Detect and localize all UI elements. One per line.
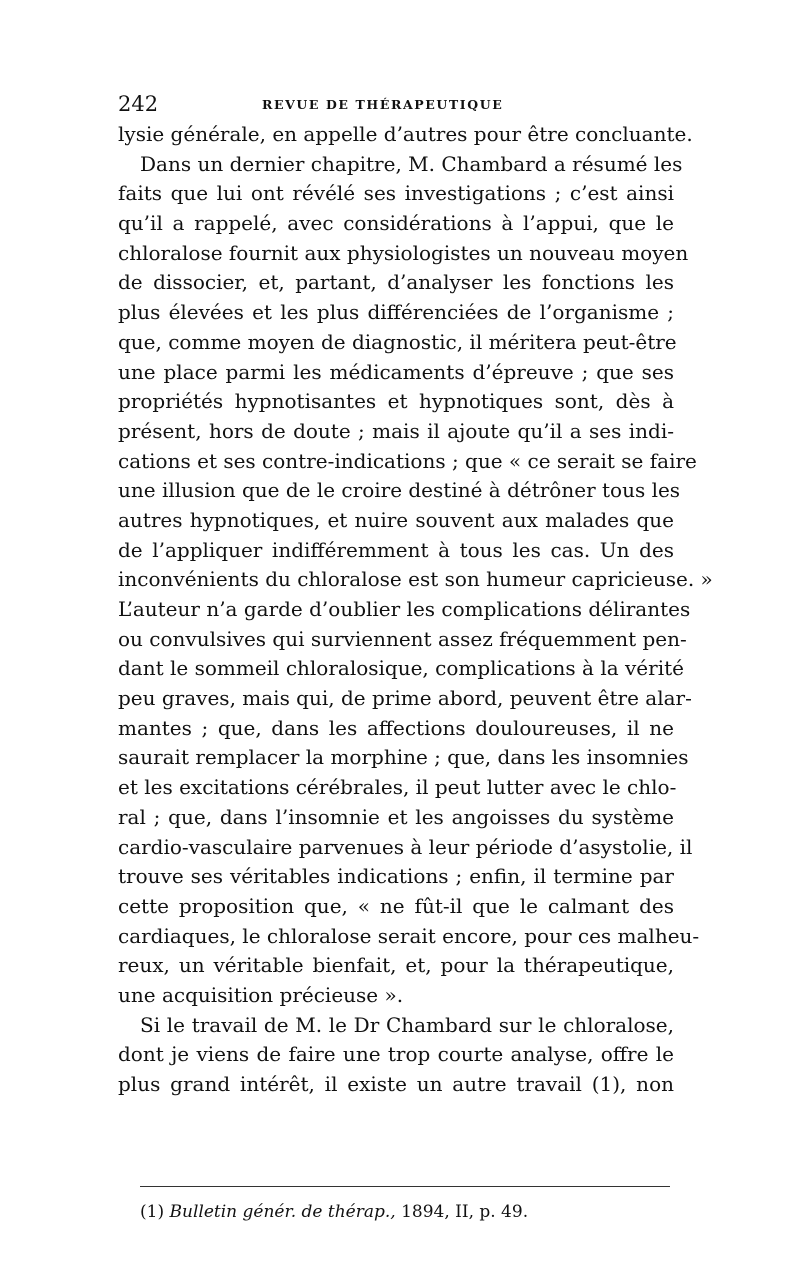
text-line: trouve ses véritables indications ; enfin, il termine par (118, 864, 674, 889)
text-line: cardiaques, le chloralose serait encore, pour ces malheu- (118, 923, 700, 948)
text-line: dont je viens de faire une trop courte analyse, offre le (118, 1042, 674, 1067)
text-line: une acquisition précieuse ». (118, 982, 404, 1007)
text-line: cations et ses contre-indications ; que « ce serait se faire (118, 448, 697, 473)
book-page (118, 92, 713, 1222)
text-line: présent, hors de doute ; mais il ajoute qu’il a ses indi- (118, 418, 674, 443)
text-line: peu graves, mais qui, de prime abord, peuvent être alar- (118, 686, 692, 711)
text-line: plus grand intérêt, il existe un autre travail (1), non (118, 1072, 674, 1096)
text-line: une illusion que de le croire destiné à détrôner tous les (118, 478, 681, 503)
text-line: ou convulsives qui surviennent assez fréquemment pen- (118, 626, 687, 651)
text-line: ral ; que, dans l’insomnie et les angoisses du système (118, 804, 674, 829)
footnote-rule (140, 1186, 670, 1187)
text-line: autres hypnotiques, et nuire souvent aux malades que (118, 507, 674, 532)
page-header (118, 92, 674, 122)
text-line: chloralose fournit aux physiologistes un nouveau moyen (118, 240, 689, 265)
page-number: 242 (118, 92, 159, 116)
running-head: REVUE DE THÉRAPEUTIQUE (262, 97, 504, 112)
body-text (118, 120, 713, 1100)
text-line: L’auteur n’a garde d’oublier les complications délirantes (118, 597, 691, 621)
text-line: une place parmi les médicaments d’épreuve ; que ses (118, 359, 674, 384)
text-line: qu’il a rappelé, avec considérations à l’appui, que le (118, 211, 674, 236)
text-line: saurait remplacer la morphine ; que, dans les insomnies (118, 745, 689, 770)
text-line: que, comme moyen de diagnostic, il méritera peut-être (118, 329, 677, 354)
text-line: reux, un véritable bienfait, et, pour la thérapeutique, (118, 953, 674, 978)
text-line: cette proposition que, « ne fût-il que le calmant des (118, 893, 674, 918)
footnote (140, 1202, 528, 1222)
text-line: cardio-vasculaire parvenues à leur période d’asystolie, il (118, 834, 693, 859)
text-line: propriétés hypnotisantes et hypnotiques sont, dès à (118, 389, 674, 414)
text-line: de l’appliquer indifféremment à tous les cas. Un des (118, 537, 674, 562)
text-line: mantes ; que, dans les affections douloureuses, il ne (118, 715, 674, 740)
text-line: inconvénients du chloralose est son humeur capricieuse. » (118, 567, 713, 592)
footnote-reference: 1894, II, p. 49. (401, 1202, 529, 1222)
text-line: Dans un dernier chapitre, M. Chambard a résumé les (140, 151, 683, 176)
text-line: plus élevées et les plus différenciées de l’organisme ; (118, 300, 674, 325)
text-line: de dissocier, et, partant, d’analyser les fonctions les (118, 270, 674, 295)
text-line: et les excitations cérébrales, il peut lutter avec le chlo- (118, 775, 677, 800)
text-line: lysie générale, en appelle d’autres pour être concluante. (118, 122, 693, 146)
text-line: Si le travail de M. le Dr Chambard sur le chloralose, (140, 1012, 674, 1037)
text-line: faits que lui ont révélé ses investigations ; c’est ainsi (118, 181, 674, 206)
text-line: dant le sommeil chloralosique, complications à la vérité (118, 656, 684, 681)
footnote-marker: (1) (140, 1202, 165, 1222)
footnote-title: Bulletin génér. de thérap., (169, 1202, 396, 1222)
